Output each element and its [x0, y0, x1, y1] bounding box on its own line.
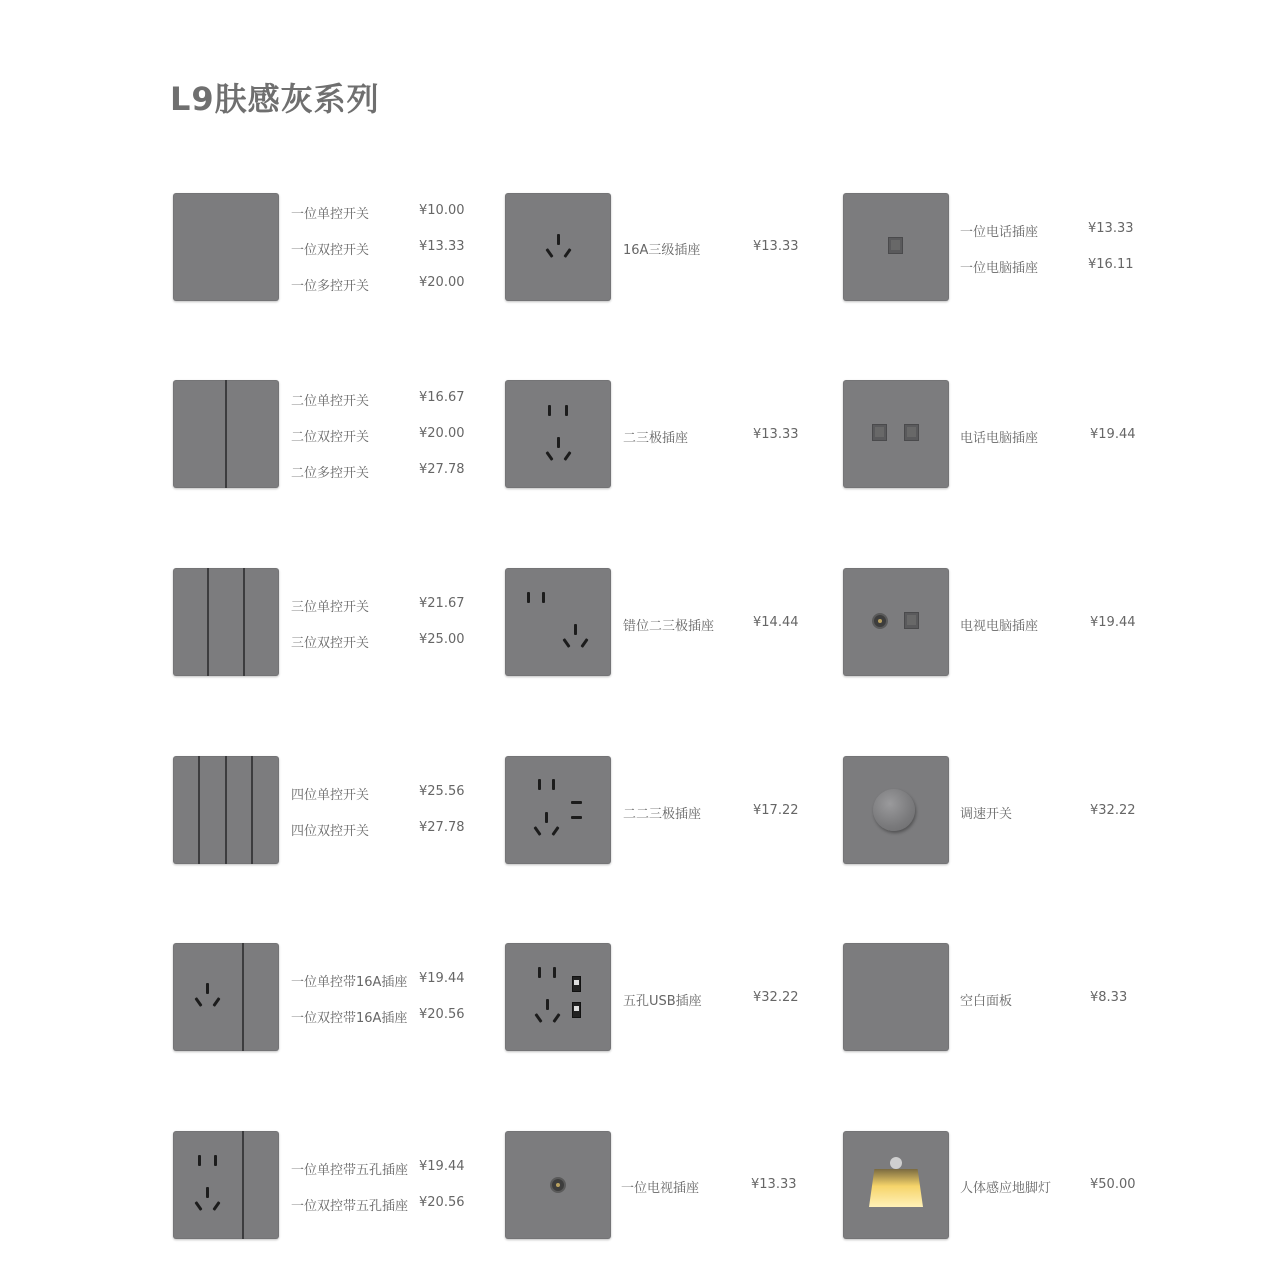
- product-name: 二三极插座: [623, 431, 689, 446]
- product-price: ¥13.33: [753, 427, 799, 442]
- page-title: L9肤感灰系列: [170, 80, 380, 118]
- product-name: 调速开关: [960, 807, 1013, 822]
- product-card: [173, 943, 503, 1053]
- product-name: 一位电脑插座: [960, 261, 1039, 276]
- product-card: [843, 943, 1173, 1053]
- product-name: 一位双控开关: [291, 243, 370, 258]
- product-name: 二位双控开关: [291, 430, 370, 445]
- product-price: ¥13.33: [753, 239, 799, 254]
- product-price: ¥20.00: [419, 275, 465, 290]
- product-price: ¥16.67: [419, 390, 465, 405]
- product-price: ¥13.33: [1088, 221, 1134, 236]
- product-name: 五孔USB插座: [623, 994, 702, 1009]
- product-price: ¥25.56: [419, 784, 465, 799]
- product-items: [505, 1131, 835, 1241]
- product-name: 一位单控开关: [291, 207, 370, 222]
- product-name: 一位双控带16A插座: [291, 1011, 408, 1026]
- product-items: [173, 193, 503, 303]
- product-items: [843, 756, 1173, 866]
- product-name: 三位双控开关: [291, 636, 370, 651]
- product-card: [505, 943, 835, 1053]
- product-items: [843, 380, 1173, 490]
- product-price: ¥13.33: [751, 1177, 797, 1192]
- product-price: ¥25.00: [419, 632, 465, 647]
- product-price: ¥13.33: [419, 239, 465, 254]
- product-price: ¥19.44: [1090, 615, 1136, 630]
- product-name: 二位单控开关: [291, 394, 370, 409]
- product-price: ¥27.78: [419, 820, 465, 835]
- product-name: 错位二三极插座: [623, 619, 715, 634]
- product-price: ¥20.56: [419, 1195, 465, 1210]
- product-items: [173, 943, 503, 1053]
- product-name: 四位双控开关: [291, 824, 370, 839]
- product-items: [505, 193, 835, 303]
- product-items: [173, 568, 503, 678]
- product-name: 一位电视插座: [621, 1181, 700, 1196]
- product-price: ¥19.44: [1090, 427, 1136, 442]
- product-price: ¥21.67: [419, 596, 465, 611]
- product-name: 一位电话插座: [960, 225, 1039, 240]
- product-items: [173, 380, 503, 490]
- product-price: ¥20.00: [419, 426, 465, 441]
- product-name: 一位单控带五孔插座: [291, 1163, 409, 1178]
- product-price: ¥8.33: [1090, 990, 1128, 1005]
- product-price: ¥20.56: [419, 1007, 465, 1022]
- product-name: 人体感应地脚灯: [960, 1181, 1052, 1196]
- product-items: [505, 756, 835, 866]
- product-card: [173, 1131, 503, 1241]
- product-card: [173, 380, 503, 490]
- product-name: 二二三极插座: [623, 807, 702, 822]
- product-items: [505, 943, 835, 1053]
- product-items: [843, 568, 1173, 678]
- product-price: ¥50.00: [1090, 1177, 1136, 1192]
- product-name: 一位多控开关: [291, 279, 370, 294]
- product-card: [843, 756, 1173, 866]
- product-name: 三位单控开关: [291, 600, 370, 615]
- product-name: 电视电脑插座: [960, 619, 1039, 634]
- product-card: [505, 193, 835, 303]
- product-name: 二位多控开关: [291, 466, 370, 481]
- product-card: [505, 568, 835, 678]
- product-price: ¥19.44: [419, 1159, 465, 1174]
- product-card: [843, 1131, 1173, 1241]
- product-card: [505, 756, 835, 866]
- product-items: [843, 193, 1173, 303]
- product-card: [173, 568, 503, 678]
- product-items: [505, 380, 835, 490]
- product-card: [173, 756, 503, 866]
- product-items: [843, 1131, 1173, 1241]
- product-price: ¥14.44: [753, 615, 799, 630]
- product-card: [843, 193, 1173, 303]
- product-name: 电话电脑插座: [960, 431, 1039, 446]
- product-price: ¥10.00: [419, 203, 465, 218]
- product-card: [173, 193, 503, 303]
- product-card: [843, 380, 1173, 490]
- product-items: [173, 756, 503, 866]
- product-items: [843, 943, 1173, 1053]
- product-name: 空白面板: [960, 994, 1013, 1009]
- product-price: ¥19.44: [419, 971, 465, 986]
- product-name: 一位双控带五孔插座: [291, 1199, 409, 1214]
- product-name: 四位单控开关: [291, 788, 370, 803]
- product-card: [505, 1131, 835, 1241]
- product-price: ¥27.78: [419, 462, 465, 477]
- product-card: [843, 568, 1173, 678]
- product-items: [173, 1131, 503, 1241]
- product-name: 16A三级插座: [623, 243, 701, 258]
- product-name: 一位单控带16A插座: [291, 975, 408, 990]
- product-price: ¥16.11: [1088, 257, 1134, 272]
- product-items: [505, 568, 835, 678]
- product-price: ¥32.22: [753, 990, 799, 1005]
- product-price: ¥17.22: [753, 803, 799, 818]
- product-card: [505, 380, 835, 490]
- product-price: ¥32.22: [1090, 803, 1136, 818]
